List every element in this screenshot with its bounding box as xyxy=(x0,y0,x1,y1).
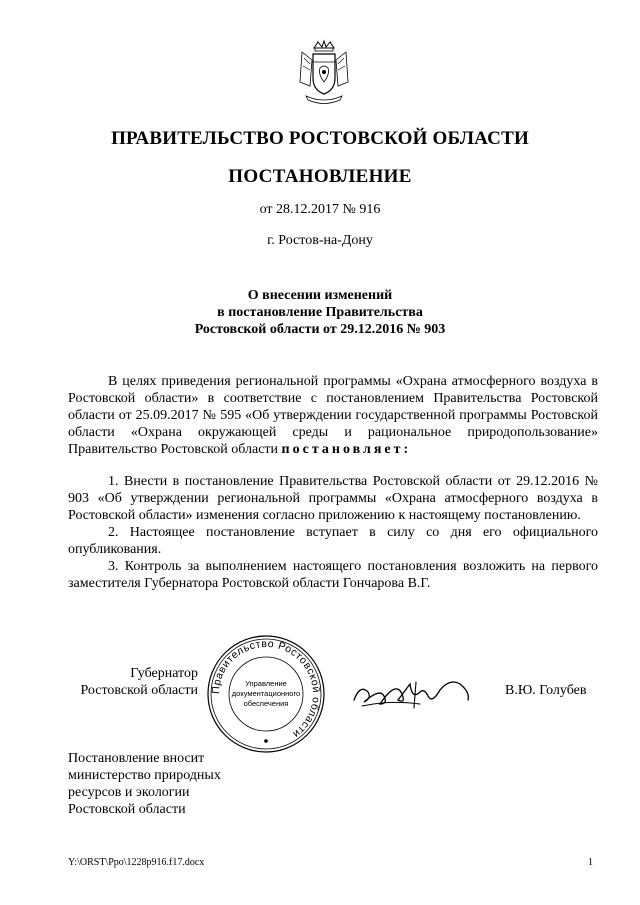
decree-item-3: 3. Контроль за выполнением настоящего постановления возложить на первого заместителя Губернатора Ростовской области Гончарова В.Г. xyxy=(68,559,598,591)
file-path-footer: Y:\ORST\Ppo\1228p916.f17.docx xyxy=(68,857,205,868)
contributor-note xyxy=(68,750,221,818)
stamp-ring-text: Правительство Ростовской области xyxy=(209,637,323,741)
subject-line: в постановление Правительства xyxy=(217,305,423,320)
document-subject xyxy=(0,287,640,338)
government-title: ПРАВИТЕЛЬСТВО РОСТОВСКОЙ ОБЛАСТИ xyxy=(111,128,529,149)
stamp-center-line: Управление xyxy=(245,679,287,688)
stamp-center-line: документационного xyxy=(231,689,301,698)
coat-of-arms-emblem xyxy=(296,38,352,108)
signatory-position-line: Ростовской области xyxy=(80,683,198,698)
signatory-name: В.Ю. Голубев xyxy=(505,683,587,698)
preamble-text: В целях приведения региональной программы «Охрана атмосферного воздуха в Ростовской области» в соответствие с постановлением Правительства Ростовской области от 25.09.2017 № 595 «Об утверждении государственной программы Ростовской области «Охрана окружающей среды и рациональное природопользование» Правительство Ростовской области xyxy=(68,374,598,457)
page-number: 1 xyxy=(588,857,593,868)
stamp-center-line: обеспечения xyxy=(243,699,289,708)
contributor-line: Ростовской области xyxy=(68,802,186,817)
document-date-number: от 28.12.2017 № 916 xyxy=(259,202,381,217)
decree-keyword: постановляет: xyxy=(281,442,412,457)
handwritten-signature xyxy=(350,670,475,715)
decree-item-1: 1. Внести в постановление Правительства Ростовской области от 29.12.2016 № 903 «Об утверждении региональной программы «Охрана атмосферного воздуха в Ростовской области» изменения согласно приложению к настоящему постановлению. xyxy=(68,474,598,523)
document-type: ПОСТАНОВЛЕНИЕ xyxy=(228,166,412,187)
signatory-position-line: Губернатор xyxy=(130,666,198,681)
decree-item-2: 2. Настоящее постановление вступает в силу со дня его официального опубликования. xyxy=(68,525,598,557)
signatory-position xyxy=(68,665,198,699)
subject-line: О внесении изменений xyxy=(247,288,393,303)
official-stamp xyxy=(205,633,327,755)
contributor-line: ресурсов и экологии xyxy=(68,785,190,800)
contributor-line: министерство природных xyxy=(68,768,221,783)
preamble-paragraph xyxy=(68,373,598,458)
decree-items xyxy=(68,473,598,592)
document-city: г. Ростов-на-Дону xyxy=(267,233,373,248)
contributor-line: Постановление вносит xyxy=(68,751,205,766)
subject-line: Ростовской области от 29.12.2016 № 903 xyxy=(194,322,446,337)
